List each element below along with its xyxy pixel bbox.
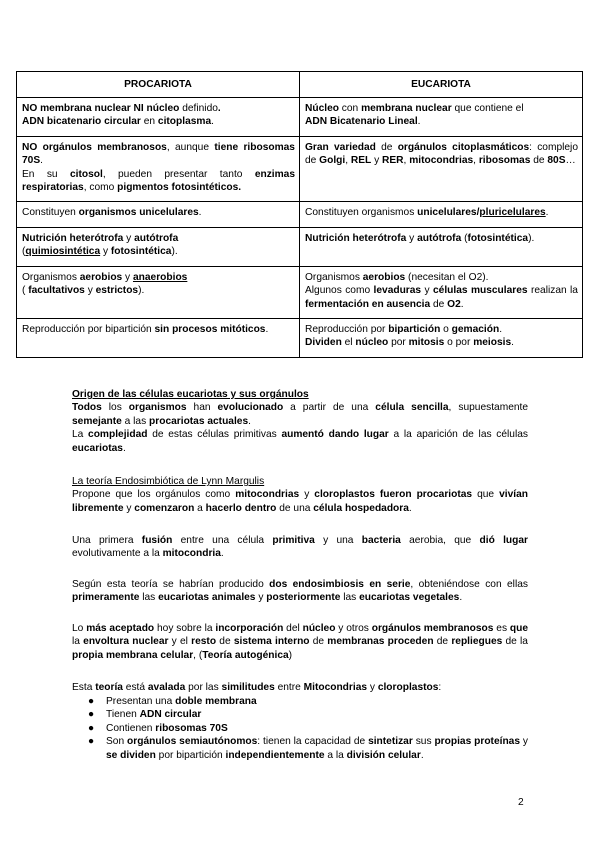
page-number: 2	[518, 797, 524, 808]
paragraph-endo-3: Según esta teoría se habrían producido dos endosimbiosis en serie, obteniéndose con ellas primeramente las eucariotas animales y posteriormente las eucariotas vegetales.	[72, 579, 528, 604]
similitudes-list	[72, 695, 528, 762]
paragraph-endo-2: Una primera fusión entre una célula primitiva y una bacteria aerobia, que dió lugar evolutivamente a la mitocondria.	[72, 535, 528, 560]
section-heading-endosimbiotica: La teoría Endosimbiótica de Lynn Margulis	[72, 476, 265, 487]
list-item: ● Son orgánulos semiautónomos: tienen la capacidad de sintetizar sus propias proteínas y se dividen por bipartición independientemente a la división celular.	[88, 736, 528, 761]
cell-eucariota-nutricion: Nutrición heterótrofa y autótrofa (fotosintética).	[300, 228, 583, 267]
cell-procariota-organismos: Constituyen organismos unicelulares.	[17, 202, 300, 228]
paragraph-endo-4: Lo más aceptado hoy sobre la incorporación del núcleo y otros orgánulos membranosos es que la envoltura nuclear y el resto de sistema interno de membranas proceden de repliegues de la propia membrana celular, (Teoría autogénica)	[72, 623, 529, 661]
cell-procariota-nucleo: NO membrana nuclear NI núcleo definido. ADN bicatenario circular en citoplasma.	[17, 98, 300, 137]
bullet-icon: ●	[88, 736, 95, 748]
comparison-table	[16, 71, 583, 358]
paragraph-endo-1: Propone que los orgánulos como mitocondrias y cloroplastos fueron procariotas que vivían libremente y comenzaron a hacerlo dentro de una célula hospedadora.	[72, 489, 528, 514]
paragraph-similitudes: Esta teoría está avalada por las similitudes entre Mitocondrias y cloroplastos:	[72, 682, 442, 693]
list-item: ● Presentan una doble membrana	[88, 696, 257, 707]
cell-eucariota-reproduccion: Reproducción por bipartición o gemación. Dividen el núcleo por mitosis o por meiosis.	[300, 319, 583, 358]
cell-eucariota-organismos: Constituyen organismos unicelulares/pluricelulares.	[300, 202, 583, 228]
cell-eucariota-nucleo: Núcleo con membrana nuclear que contiene el ADN Bicatenario Lineal.	[300, 98, 583, 137]
bullet-icon: ●	[88, 722, 95, 734]
section-endosimbiotica	[72, 475, 528, 515]
cell-procariota-respiracion: Organismos aerobios y anaerobios ( facultativos y estrictos).	[17, 267, 300, 319]
list-item: ● Contienen ribosomas 70S	[88, 722, 228, 734]
cell-eucariota-organulos: Gran variedad de orgánulos citoplasmáticos: complejo de Golgi, REL y RER, mitocondrias, ribosomas de 80S…	[300, 137, 583, 202]
cell-eucariota-respiracion: Organismos aerobios (necesitan el O2). Algunos como levaduras y células musculares realizan la fermentación en ausencia de O2.	[300, 267, 583, 319]
cell-procariota-organulos: NO orgánulos membranosos, aunque tiene ribosomas 70S. En su citosol, pueden presentar tanto enzimas respiratorias, como pigmentos fotosintéticos.	[17, 137, 300, 202]
bullet-icon: ●	[88, 709, 95, 721]
list-item: ● Tienen ADN circular	[88, 709, 202, 721]
paragraph-origen-1: Todos los organismos han evolucionado a partir de una célula sencilla, supuestamente semejante a las procariotas actuales.	[72, 402, 529, 427]
bullet-icon: ●	[88, 696, 95, 707]
section-heading-origen: Origen de las células eucariotas y sus orgánulos	[72, 389, 309, 400]
cell-procariota-nutricion: Nutrición heterótrofa y autótrofa (quimiosintética y fotosintética).	[17, 228, 300, 267]
paragraph-origen-2: La complejidad de estas células primitivas aumentó dando lugar a la aparición de las células eucariotas.	[72, 429, 528, 454]
cell-procariota-reproduccion: Reproducción por bipartición sin procesos mitóticos.	[17, 319, 300, 358]
header-eucariota: EUCARIOTA	[300, 72, 583, 98]
section-origen	[72, 388, 528, 455]
header-procariota: PROCARIOTA	[17, 72, 300, 98]
